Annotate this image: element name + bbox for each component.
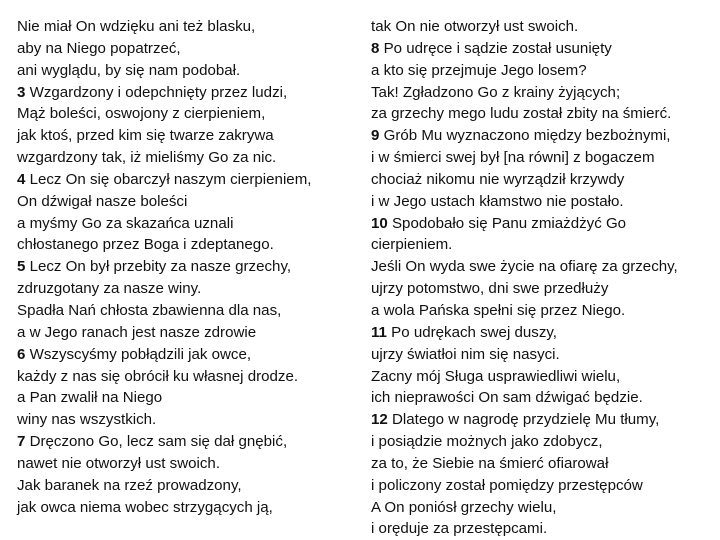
- text-line: [17, 300, 352, 322]
- text-line: [371, 497, 716, 519]
- verse-text: On dźwigał nasze boleści: [17, 192, 188, 210]
- verse-text: ich nieprawości On sam dźwigać będzie.: [371, 389, 643, 407]
- text-line: [371, 191, 716, 213]
- verse-text: A On poniósł grzechy wielu,: [371, 498, 557, 516]
- verse-text: Lecz On się obarczył naszym cierpieniem,: [25, 170, 312, 188]
- verse-text: a wola Pańska spełni się przez Niego.: [371, 301, 626, 319]
- text-line: [17, 256, 352, 278]
- text-line: [371, 234, 716, 256]
- left-text-column: [17, 16, 352, 518]
- verse-number: 11: [371, 323, 387, 341]
- text-line: [371, 322, 716, 344]
- text-line: [17, 344, 352, 366]
- text-line: [17, 278, 352, 300]
- verse-text: i policzony został pomiędzy przestępców: [371, 476, 643, 494]
- text-line: [371, 278, 716, 300]
- verse-text: i w śmierci swej był [na równi] z bogaczem: [371, 149, 655, 167]
- text-line: [371, 431, 716, 453]
- verse-number: 4: [17, 170, 26, 188]
- text-line: [17, 453, 352, 475]
- text-line: [371, 103, 716, 125]
- verse-text: Spadła Nań chłosta zbawienna dla nas,: [17, 301, 282, 319]
- right-text-column: [371, 16, 716, 540]
- verse-text: a Pan zwalił na Niego: [17, 389, 163, 407]
- text-line: [371, 147, 716, 169]
- text-line: [17, 497, 352, 519]
- text-line: [17, 191, 352, 213]
- verse-number: 6: [17, 345, 26, 363]
- verse-text: i w Jego ustach kłamstwo nie postało.: [371, 192, 624, 210]
- verse-text: za grzechy mego ludu został zbity na śmierć.: [371, 105, 672, 123]
- text-line: [371, 38, 716, 60]
- verse-text: jak owca niema wobec strzygących ją,: [17, 498, 273, 516]
- text-line: [371, 256, 716, 278]
- verse-text: Grób Mu wyznaczono między bezbożnymi,: [379, 127, 671, 145]
- verse-text: Jak baranek na rzeź prowadzony,: [17, 476, 242, 494]
- text-line: [371, 475, 716, 497]
- verse-text: nawet nie otworzył ust swoich.: [17, 454, 221, 472]
- text-line: [371, 300, 716, 322]
- verse-text: chłostanego przez Boga i zdeptanego.: [17, 236, 274, 254]
- verse-text: Po udrękach swej duszy,: [386, 323, 557, 341]
- verse-text: cierpieniem.: [371, 236, 453, 254]
- text-line: [17, 38, 352, 60]
- text-line: [371, 213, 716, 235]
- verse-text: i oręduje za przestępcami.: [371, 520, 548, 538]
- text-line: [17, 387, 352, 409]
- verse-text: i posiądzie możnych jako zdobycz,: [371, 433, 603, 451]
- text-line: [17, 103, 352, 125]
- verse-text: Mąż boleści, oswojony z cierpieniem,: [17, 105, 266, 123]
- verse-text: Tak! Zgładzono Go z krainy żyjących;: [371, 83, 621, 101]
- verse-text: Wszyscyśmy pobłądzili jak owce,: [25, 345, 252, 363]
- verse-text: Wzgardzony i odepchnięty przez ludzi,: [25, 83, 288, 101]
- text-line: [371, 453, 716, 475]
- text-line: [17, 431, 352, 453]
- text-line: [17, 169, 352, 191]
- text-line: [371, 366, 716, 388]
- text-line: [17, 125, 352, 147]
- text-line: [17, 409, 352, 431]
- text-line: [17, 234, 352, 256]
- verse-text: a kto się przejmuje Jego losem?: [371, 61, 587, 79]
- text-line: [371, 344, 716, 366]
- verse-number: 8: [371, 39, 380, 57]
- text-line: [17, 366, 352, 388]
- text-line: [371, 169, 716, 191]
- verse-text: każdy z nas się obrócił ku własnej drodze.: [17, 367, 299, 385]
- verse-text: ani wyglądu, by się nam podobał.: [17, 61, 241, 79]
- verse-text: winy nas wszystkich.: [17, 411, 157, 429]
- text-line: [371, 16, 716, 38]
- verse-text: wzgardzony tak, iż mieliśmy Go za nic.: [17, 149, 277, 167]
- text-line: [371, 60, 716, 82]
- verse-text: za to, że Siebie na śmierć ofiarował: [371, 454, 609, 472]
- verse-text: tak On nie otworzył ust swoich.: [371, 18, 579, 35]
- verse-text: a w Jego ranach jest nasze zdrowie: [17, 323, 257, 341]
- verse-number: 10: [371, 214, 388, 232]
- text-line: [17, 213, 352, 235]
- text-line: [17, 60, 352, 82]
- text-line: [371, 409, 716, 431]
- verse-number: 5: [17, 258, 26, 276]
- verse-text: Lecz On był przebity za nasze grzechy,: [25, 258, 292, 276]
- verse-text: a myśmy Go za skazańca uznali: [17, 214, 234, 232]
- text-line: [17, 16, 352, 38]
- verse-text: Dlatego w nagrodę przydzielę Mu tłumy,: [387, 411, 660, 429]
- text-line: [371, 387, 716, 409]
- text-line: [17, 475, 352, 497]
- verse-text: jak ktoś, przed kim się twarze zakrywa: [17, 127, 274, 145]
- verse-text: chociaż nikomu nie wyrządził krzywdy: [371, 170, 625, 188]
- verse-number: 3: [17, 83, 26, 101]
- verse-number: 9: [371, 127, 380, 145]
- verse-number: 7: [17, 433, 26, 451]
- text-line: [17, 147, 352, 169]
- verse-text: Jeśli On wyda swe życie na ofiarę za grzechy,: [371, 258, 678, 276]
- text-line: [17, 322, 352, 344]
- text-line: [371, 82, 716, 104]
- verse-text: Nie miał On wdzięku ani też blasku,: [17, 18, 256, 35]
- verse-number: 12: [371, 411, 388, 429]
- verse-text: Dręczono Go, lecz sam się dał gnębić,: [25, 433, 288, 451]
- verse-text: aby na Niego popatrzeć,: [17, 39, 181, 57]
- verse-text: ujrzy światłoi nim się nasyci.: [371, 345, 560, 363]
- verse-text: Po udręce i sądzie został usunięty: [379, 39, 612, 57]
- text-line: [371, 125, 716, 147]
- verse-text: Zacny mój Sługa usprawiedliwi wielu,: [371, 367, 621, 385]
- verse-text: ujrzy potomstwo, dni swe przedłuży: [371, 280, 609, 298]
- verse-text: Spodobało się Panu zmiażdżyć Go: [387, 214, 627, 232]
- text-line: [371, 518, 716, 540]
- text-line: [17, 82, 352, 104]
- verse-text: zdruzgotany za nasze winy.: [17, 280, 202, 298]
